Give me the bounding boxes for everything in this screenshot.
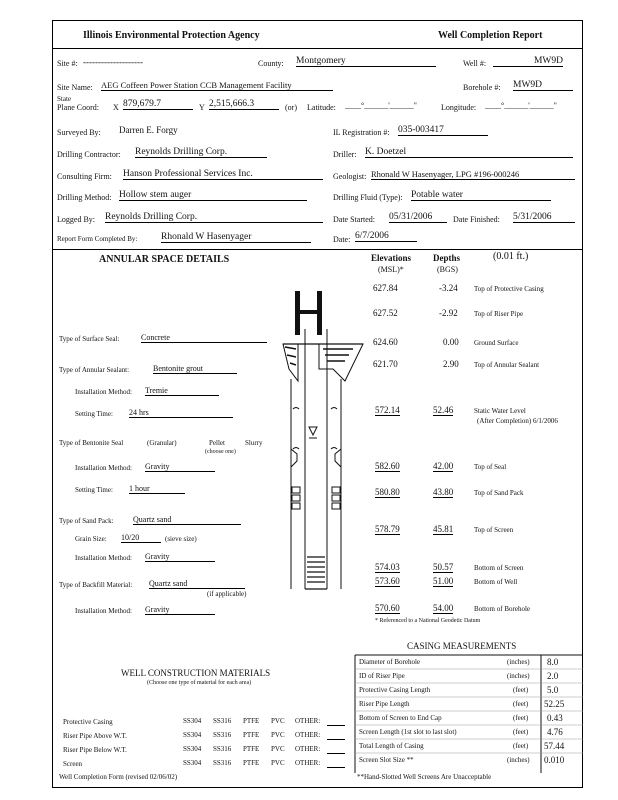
plane-coord-label: Plane Coord: xyxy=(57,103,99,112)
option-ss304[interactable]: SS304 xyxy=(183,759,202,767)
il-registration-label: IL Registration #: xyxy=(333,128,390,137)
level-label: Static Water Level xyxy=(474,407,526,415)
bentonite-option-granular[interactable]: (Granular) xyxy=(147,439,177,447)
well-field[interactable]: MW9D xyxy=(493,56,563,67)
option-ss304[interactable]: SS304 xyxy=(183,731,202,739)
annular-sealant-field[interactable]: Bentonite grout xyxy=(153,364,237,374)
other-field[interactable] xyxy=(327,759,345,768)
depths-unit: (BGS) xyxy=(437,265,458,274)
casing-row-unit: (inches) xyxy=(507,658,530,666)
site-number-field[interactable]: -------------------- xyxy=(83,57,143,67)
y-coord-field[interactable]: 2,515,666.3 xyxy=(209,99,279,110)
report-completed-by-label: Report Form Completed By: xyxy=(57,235,138,243)
level-label: Top of Protective Casing xyxy=(474,285,544,293)
surface-seal-field[interactable]: Concrete xyxy=(141,333,267,343)
well-label: Well #: xyxy=(463,59,487,68)
date-finished-field[interactable]: 5/31/2006 xyxy=(513,212,575,223)
casing-row-label: Protective Casing Length xyxy=(359,686,431,694)
installation-method-field[interactable]: Tremie xyxy=(145,386,219,396)
il-registration-field[interactable]: 035-003417 xyxy=(398,125,488,136)
borehole-field[interactable]: MW9D xyxy=(513,80,573,91)
well-completion-form xyxy=(52,20,583,788)
level-depth: 45.81 xyxy=(433,524,454,534)
installation-method-label: Installation Method: xyxy=(75,388,132,396)
annular-title: ANNULAR SPACE DETAILS xyxy=(99,254,230,265)
level-depth: -2.92 xyxy=(439,308,458,318)
longitude-label: Longitude: xyxy=(441,103,477,112)
grain-size-label: Grain Size: xyxy=(75,535,107,543)
level-depth: 52.46 xyxy=(433,405,454,415)
casing-row-label: Screen Length (1st slot to last slot) xyxy=(359,728,457,736)
level-depth: 42.00 xyxy=(433,461,454,471)
casing-row-label: Total Length of Casing xyxy=(359,742,424,750)
installation-method-label: Installation Method: xyxy=(75,607,132,615)
county-field[interactable]: Montgomery xyxy=(296,56,436,67)
level-label: Bottom of Well xyxy=(474,578,518,586)
agency-name: Illinois Environmental Protection Agency xyxy=(83,30,260,41)
materials-row-label: Riser Pipe Above W.T. xyxy=(63,732,127,740)
datum-note: * Referenced to a National Geodetic Datum xyxy=(375,618,481,624)
option-ss316[interactable]: SS316 xyxy=(213,731,232,739)
option-pvc[interactable]: PVC xyxy=(271,759,285,767)
site-label: Site #: xyxy=(57,59,78,68)
report-title: Well Completion Report xyxy=(438,30,543,41)
level-elevation: 627.52 xyxy=(373,308,398,318)
date-label: Date: xyxy=(333,235,351,244)
level-label: Bottom of Borehole xyxy=(474,605,530,613)
casing-row-label: ID of Riser Pipe xyxy=(359,672,405,680)
materials-title: WELL CONSTRUCTION MATERIALS xyxy=(121,668,271,678)
drilling-contractor-label: Drilling Contractor: xyxy=(57,150,121,159)
or-label: (or) xyxy=(285,103,297,112)
level-label: Bottom of Screen xyxy=(474,564,524,572)
level-depth: 2.90 xyxy=(443,359,459,369)
longitude-field[interactable]: ____°______'______" xyxy=(485,101,557,110)
option-pvc[interactable]: PVC xyxy=(271,717,285,725)
consulting-firm-field[interactable]: Hanson Professional Services Inc. xyxy=(123,169,323,180)
drilling-contractor-field[interactable]: Reynolds Drilling Corp. xyxy=(135,147,267,158)
option-ptfe[interactable]: PTFE xyxy=(243,759,260,767)
drilling-fluid-label: Drilling Fluid (Type): xyxy=(333,193,403,202)
casing-row-label: Bottom of Screen to End Cap xyxy=(359,714,442,722)
level-note: (After Completion) 6/1/2006 xyxy=(477,417,558,425)
setting-time-field[interactable]: 24 hrs xyxy=(129,408,233,418)
casing-row-unit: (feet) xyxy=(513,714,529,722)
casing-row-value[interactable]: 0.010 xyxy=(544,755,565,765)
level-depth: 51.00 xyxy=(433,576,454,586)
casing-row-value[interactable]: 8.0 xyxy=(547,657,559,667)
well-diagram xyxy=(283,289,373,599)
level-elevation: 582.60 xyxy=(375,461,400,471)
installation-method-field[interactable]: Gravity xyxy=(145,462,215,472)
site-name-field[interactable]: AEG Coffeen Power Station CCB Management Facility xyxy=(101,80,333,91)
backfill-field[interactable]: Quartz sand xyxy=(149,579,245,589)
other-field[interactable] xyxy=(327,731,345,740)
if-applicable-note: (if applicable) xyxy=(207,590,247,598)
level-label: Top of Riser Pipe xyxy=(474,310,524,318)
level-elevation: 574.03 xyxy=(375,562,400,572)
installation-method-label: Installation Method: xyxy=(75,554,132,562)
bentonite-seal-label: Type of Bentonite Seal xyxy=(59,439,124,447)
casing-row-unit: (inches) xyxy=(507,756,530,764)
sand-pack-label: Type of Sand Pack: xyxy=(59,517,114,525)
county-label: County: xyxy=(258,59,284,68)
surveyed-by-label: Surveyed By: xyxy=(57,128,101,137)
level-elevation: 578.79 xyxy=(375,524,400,534)
form-revision: Well Completion Form (revised 02/06/02) xyxy=(59,773,178,781)
installation-method-field[interactable]: Gravity xyxy=(145,552,215,562)
option-ptfe[interactable]: PTFE xyxy=(243,717,260,725)
section-divider xyxy=(53,249,582,250)
materials-row-label: Screen xyxy=(63,760,83,768)
driller-field[interactable]: K. Doetzel xyxy=(365,147,573,158)
logged-by-label: Logged By: xyxy=(57,215,95,224)
casing-row-value[interactable]: 52.25 xyxy=(544,699,565,709)
site-name-label: Site Name: xyxy=(57,83,93,92)
casing-row-label: Riser Pipe Length xyxy=(359,700,410,708)
option-other[interactable]: OTHER: xyxy=(295,759,321,767)
annular-grout xyxy=(293,408,337,450)
surveyed-by-field[interactable]: Darren E. Forgy xyxy=(119,125,178,135)
logged-by-field[interactable]: Reynolds Drilling Corp. xyxy=(105,212,323,223)
y-label: Y xyxy=(199,103,205,112)
level-elevation: 624.60 xyxy=(373,337,398,347)
casing-row-label: Diameter of Borehole xyxy=(359,658,421,666)
elevations-header: Elevations xyxy=(371,253,412,263)
casing-row-value[interactable]: 5.0 xyxy=(547,685,559,695)
option-ptfe[interactable]: PTFE xyxy=(243,731,260,739)
level-elevation: 573.60 xyxy=(375,576,400,586)
date-finished-label: Date Finished: xyxy=(453,215,500,224)
option-pvc[interactable]: PVC xyxy=(271,745,285,753)
choose-one-note: (choose one) xyxy=(205,449,236,455)
water-level-icon xyxy=(309,427,317,435)
setting-time-label: Setting Time: xyxy=(75,486,113,494)
well-screen xyxy=(307,557,325,582)
drilling-fluid-field[interactable]: Potable water xyxy=(411,190,551,201)
x-label: X xyxy=(113,103,119,112)
latitude-field[interactable]: ____°______'______" xyxy=(345,101,417,110)
level-label: Top of Seal xyxy=(474,463,507,471)
level-elevation: 627.84 xyxy=(373,283,398,293)
casing-title: CASING MEASUREMENTS xyxy=(407,641,517,651)
drilling-method-label: Drilling Method: xyxy=(57,193,112,202)
materials-subtitle: (Choose one type of material for each area) xyxy=(147,680,252,686)
grain-size-field[interactable]: 10/20 xyxy=(121,533,161,543)
driller-label: Driller: xyxy=(333,150,357,159)
installation-method-field[interactable]: Gravity xyxy=(145,605,215,615)
option-ss304[interactable]: SS304 xyxy=(183,745,202,753)
materials-row-label: Riser Pipe Below W.T. xyxy=(63,746,127,754)
setting-time-label: Setting Time: xyxy=(75,410,113,418)
option-ss316[interactable]: SS316 xyxy=(213,745,232,753)
geologist-label: Geologist: xyxy=(333,172,367,181)
level-elevation: 580.80 xyxy=(375,487,400,497)
drilling-method-field[interactable]: Hollow stem auger xyxy=(119,190,307,201)
bentonite-seal-left xyxy=(291,449,297,467)
option-other[interactable]: OTHER: xyxy=(295,731,321,739)
casing-row-unit: (inches) xyxy=(507,672,530,680)
option-other[interactable]: OTHER: xyxy=(295,717,321,725)
x-coord-field[interactable]: 879,679.7 xyxy=(123,99,193,110)
bentonite-option-slurry[interactable]: Slurry xyxy=(245,439,263,447)
casing-row-value[interactable]: 57.44 xyxy=(544,741,565,751)
casing-row-label: Screen Slot Size ** xyxy=(359,756,414,764)
precision-note: (0.01 ft.) xyxy=(493,251,529,262)
level-depth: 50.57 xyxy=(433,562,454,572)
option-ptfe[interactable]: PTFE xyxy=(243,745,260,753)
level-label: Top of Annular Sealant xyxy=(474,361,540,369)
surface-seal-label: Type of Surface Seal: xyxy=(59,335,120,343)
bentonite-seal-right xyxy=(335,449,341,467)
installation-method-label: Installation Method: xyxy=(75,464,132,472)
date-field[interactable]: 6/7/2006 xyxy=(355,231,417,242)
borehole-label: Borehole #: xyxy=(463,83,501,92)
casing-row-value[interactable]: 4.76 xyxy=(547,727,563,737)
state-label: State xyxy=(57,95,71,103)
casing-row-unit: (feet) xyxy=(513,686,529,694)
casing-row-value[interactable]: 2.0 xyxy=(547,671,559,681)
date-started-field[interactable]: 05/31/2006 xyxy=(389,212,447,223)
level-label: Ground Surface xyxy=(474,339,519,347)
other-field[interactable] xyxy=(327,717,345,726)
date-started-label: Date Started: xyxy=(333,215,375,224)
latitude-label: Latitude: xyxy=(307,103,336,112)
other-field[interactable] xyxy=(327,745,345,754)
level-depth: 0.00 xyxy=(443,337,459,347)
form-header xyxy=(53,21,582,49)
sand-pack-field[interactable]: Quartz sand xyxy=(133,515,241,525)
setting-time-field[interactable]: 1 hour xyxy=(129,484,185,494)
geologist-field[interactable]: Rhonald W Hasenyager, LPG #196-000246 xyxy=(371,169,575,180)
report-completed-by-field[interactable]: Rhonald W Hasenyager xyxy=(161,232,311,243)
level-depth: 43.80 xyxy=(433,487,454,497)
option-pvc[interactable]: PVC xyxy=(271,731,285,739)
casing-row-unit: (feet) xyxy=(513,742,529,750)
bentonite-option-pellet[interactable]: Pellet xyxy=(209,439,225,447)
casing-row-unit: (feet) xyxy=(513,700,529,708)
option-ss304[interactable]: SS304 xyxy=(183,717,202,725)
level-elevation: 621.70 xyxy=(373,359,398,369)
elevations-unit: (MSL)* xyxy=(378,265,404,274)
option-other[interactable]: OTHER: xyxy=(295,745,321,753)
consulting-firm-label: Consulting Firm: xyxy=(57,172,112,181)
backfill-label: Type of Backfill Material: xyxy=(59,581,133,589)
level-label: Top of Screen xyxy=(474,526,514,534)
hand-slotted-note: **Hand-Slotted Well Screens Are Unacceptable xyxy=(357,773,492,781)
level-depth: -3.24 xyxy=(439,283,458,293)
level-elevation: 572.14 xyxy=(375,405,400,415)
annular-sealant-label: Type of Annular Sealant: xyxy=(59,366,130,374)
depths-header: Depths xyxy=(433,253,461,263)
option-ss316[interactable]: SS316 xyxy=(213,717,232,725)
level-depth: 54.00 xyxy=(433,603,454,613)
casing-row-unit: (feet) xyxy=(513,728,529,736)
level-label: Top of Sand Pack xyxy=(474,489,524,497)
casing-row-value[interactable]: 0.43 xyxy=(547,713,563,723)
materials-row-label: Protective Casing xyxy=(63,718,113,726)
level-elevation: 570.60 xyxy=(375,603,400,613)
riser-cap xyxy=(295,310,322,314)
option-ss316[interactable]: SS316 xyxy=(213,759,232,767)
sieve-size-note: (sieve size) xyxy=(165,535,197,543)
sand-pack xyxy=(292,487,340,509)
